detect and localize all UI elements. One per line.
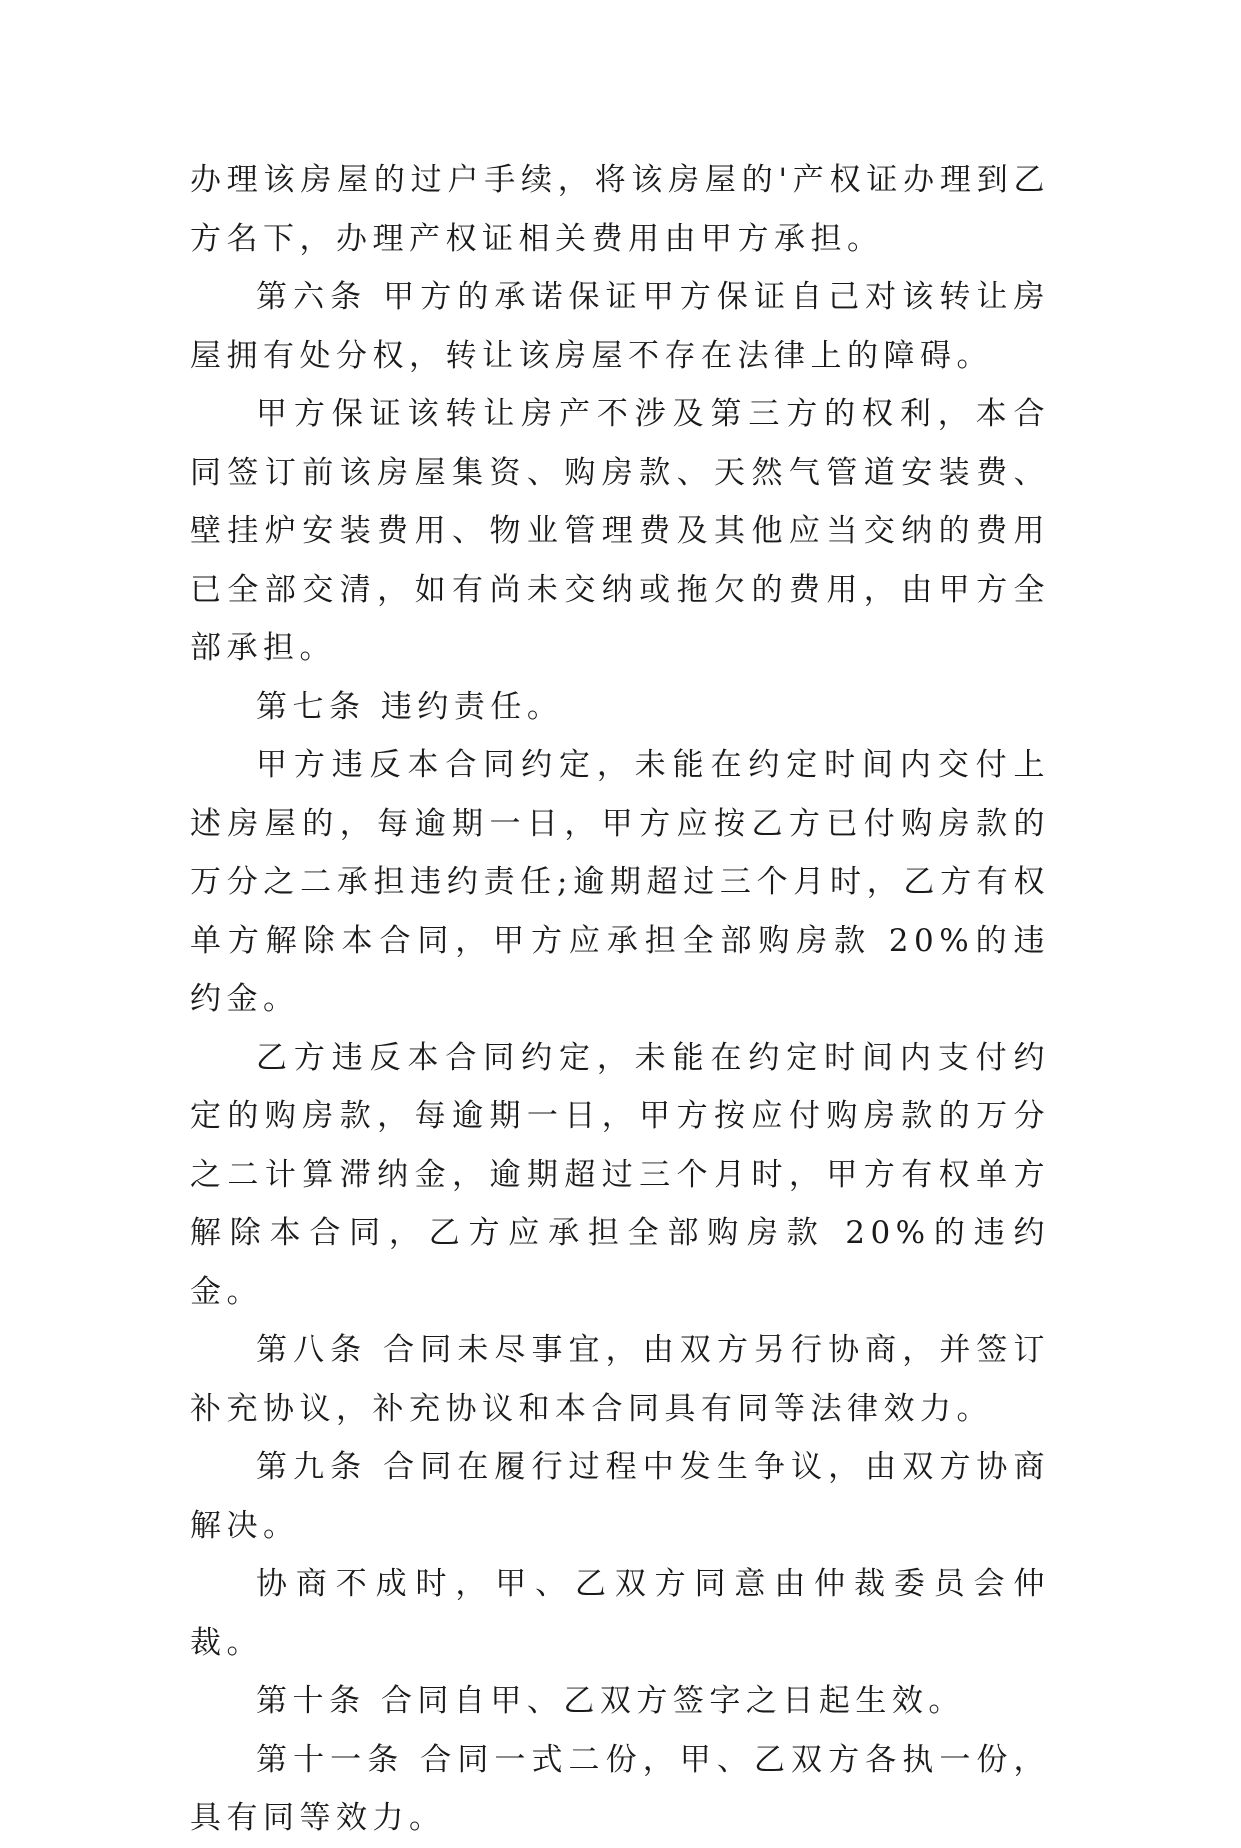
paragraph-article-8: 第八条 合同未尽事宜，由双方另行协商，并签订补充协议，补充协议和本合同具有同等法律效力。 (190, 1332, 1050, 1427)
paragraph-party-b-breach: 乙方违反本合同约定，未能在约定时间内支付约定的购房款，每逾期一日，甲方按应付购房款的万分之二计算滞纳金，逾期超过三个月时，甲方有权单方解除本合同，乙方应承担全部购房款 20%的违约金。 (190, 1039, 1050, 1310)
paragraph-article-11: 第十一条 合同一式二份，甲、乙双方各执一份，具有同等效力。 (190, 1741, 1050, 1836)
paragraph-article-7: 第七条 违约责任。 (256, 688, 564, 725)
paragraph-arbitration: 协商不成时，甲、乙双方同意由仲裁委员会仲裁。 (190, 1566, 1050, 1661)
document-body (190, 151, 1050, 1848)
paragraph-article-10: 第十条 合同自甲、乙双方签字之日起生效。 (256, 1683, 965, 1719)
paragraph-article-9: 第九条 合同在履行过程中发生争议，由双方协商解决。 (190, 1449, 1050, 1544)
paragraph-article-6-guarantee: 甲方保证该转让房产不涉及第三方的权利，本合同签订前该房屋集资、购房款、天然气管道安装费、壁挂炉安装费用、物业管理费及其他应当交纳的费用已全部交清，如有尚未交纳或拖欠的费用，由甲方全部承担。 (190, 396, 1050, 666)
paragraph-article-6: 第六条 甲方的承诺保证甲方保证自己对该转让房屋拥有处分权，转让该房屋不存在法律上的障碍。 (190, 279, 1050, 374)
paragraph-party-a-breach: 甲方违反本合同约定，未能在约定时间内交付上述房屋的，每逾期一日，甲方应按乙方已付购房款的万分之二承担违约责任;逾期超过三个月时，乙方有权单方解除本合同，甲方应承担全部购房款 20%的违约金。 (190, 747, 1050, 1017)
paragraph-transfer-procedure: 办理该房屋的过户手续，将该房屋的'产权证办理到乙方名下，办理产权证相关费用由甲方承担。 (190, 162, 1050, 257)
